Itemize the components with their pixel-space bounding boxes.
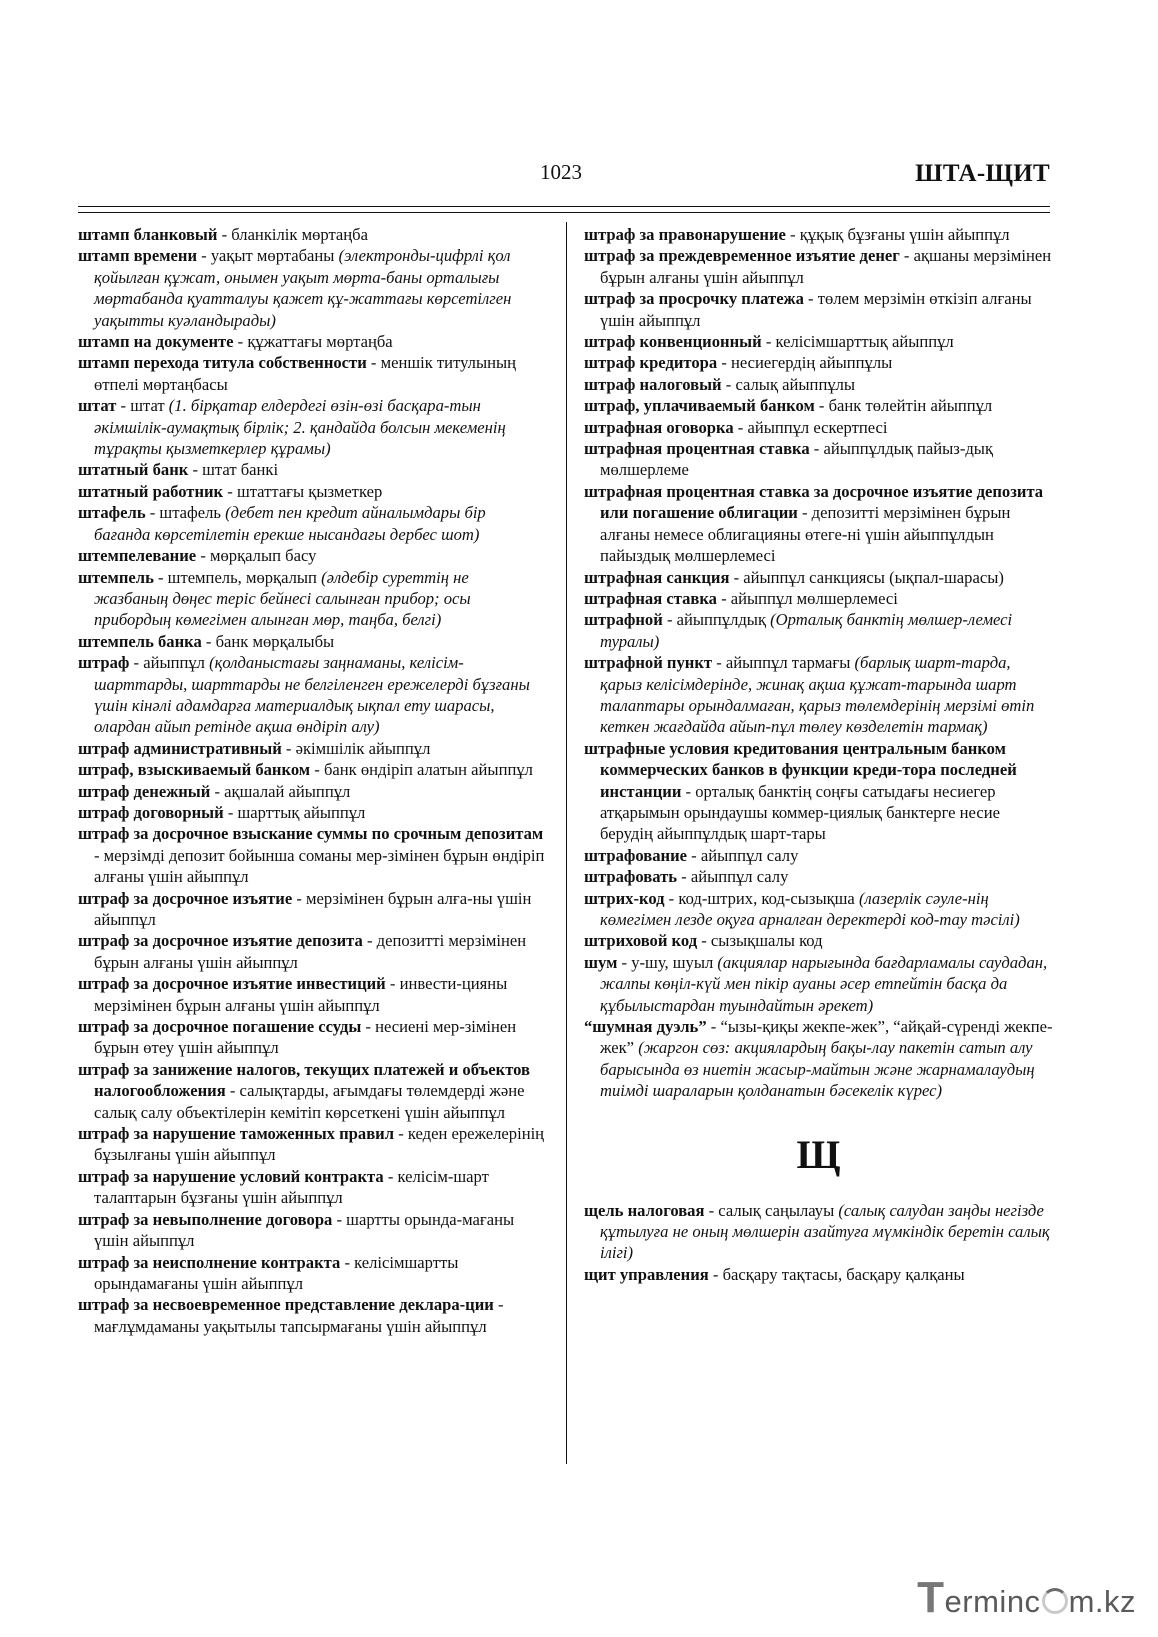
entry-term: штраф за досрочное изъятие депозита — [78, 931, 363, 951]
dictionary-entry — [78, 245, 546, 331]
entry-definition: - салық айыппұлы — [721, 374, 856, 394]
dictionary-entry — [78, 545, 546, 566]
dictionary-entry — [78, 1166, 546, 1209]
dictionary-entry — [584, 1264, 1053, 1285]
dictionary-entry — [78, 331, 546, 352]
dictionary-entry — [584, 588, 1053, 609]
dictionary-entry — [584, 652, 1053, 738]
entry-definition: - штат банкі — [188, 460, 279, 480]
entry-definition: - келісім-шарт талаптарын бұзғаны үшін айыппұл — [94, 1166, 489, 1208]
dictionary-entry — [78, 481, 546, 502]
entry-definition: - штаттағы қызметкер — [223, 481, 383, 501]
entry-term: штат — [78, 396, 117, 416]
entry-explanation: (жаргон сөз: акциялардың бақы-лау пакетін сатып алу барысында өз ниетін жасыр-майтын және жарнамалаудың тиімді шараларын қолданатын бәсекелік күрес) — [600, 1038, 1035, 1101]
entry-term: штрафная санкция — [584, 567, 730, 587]
entry-term: штраф, взыскиваемый банком — [78, 760, 311, 780]
entry-definition: - бланкілік мөртаңба — [217, 225, 368, 244]
dictionary-entry — [78, 823, 546, 887]
entry-definition: - штемпель, мөрқалып — [153, 567, 322, 587]
entry-term: штраф за правонарушение — [584, 225, 786, 244]
entry-definition: - құқық бұзғаны үшін айыппұл — [785, 225, 1010, 244]
dictionary-entry — [78, 1294, 546, 1337]
entry-definition: - у-шу, шуыл — [617, 952, 718, 972]
entry-term: штраф за несвоевременное представление деклара-ции — [78, 1295, 494, 1315]
logo-domain: m.kz — [1068, 1584, 1136, 1619]
entry-definition: - инвести-цияны мерзімінен бұрын алғаны үшін айыппұл — [94, 974, 508, 1015]
dictionary-entry — [584, 331, 1053, 352]
entry-term: штемпелевание — [78, 546, 197, 566]
dictionary-entry — [584, 288, 1053, 331]
entry-term: штатный работник — [78, 481, 224, 501]
entry-definition: - мөрқалып басу — [196, 546, 317, 566]
entry-term: щель налоговая — [584, 1200, 705, 1220]
entry-explanation: (лазерлік сәуле-нің көмегімен лезде оқуға арналған деректерді код-тау тәсілі) — [600, 888, 1020, 929]
header-rule-bottom — [78, 212, 1050, 213]
dictionary-entry — [584, 930, 1053, 951]
entry-definition: - айыппұл санкциясы (ықпал-шарасы) — [729, 567, 1004, 587]
entry-explanation: (электронды-цифрлі қол қойылған құжат, онымен уақыт мөрта-баны орталығы мөртабанда қуатталуы қажет құ-жаттағы көрсетілген уақытты куәландырады) — [94, 246, 512, 330]
dictionary-entry — [78, 1016, 546, 1059]
header-rule-top — [78, 206, 1050, 207]
entry-definition: - басқару тақтасы, басқару қалқаны — [708, 1264, 965, 1284]
dictionary-entry — [78, 459, 546, 480]
right-column-entries-a — [584, 224, 1053, 1102]
entry-definition: - несиегердің айыппұлы — [717, 353, 893, 373]
page-number: 1023 — [540, 160, 582, 184]
entry-term: штраф денежный — [78, 781, 211, 801]
entry-definition: - айыппұлдық — [662, 610, 771, 630]
entry-definition: - айыппұл салу — [687, 845, 799, 865]
dictionary-entry — [584, 738, 1053, 845]
dictionary-entry — [584, 567, 1053, 588]
termincom-logo[interactable] — [917, 1573, 1136, 1623]
entry-term: штриховой код — [584, 931, 698, 951]
dictionary-entry — [584, 845, 1053, 866]
entry-term: штрафная ставка — [584, 588, 717, 608]
left-column — [78, 224, 546, 1337]
entry-definition: - штат — [116, 396, 169, 416]
entry-term: штраф административный — [78, 738, 282, 758]
logo-text: erminc — [944, 1584, 1041, 1619]
entry-term: щит управления — [584, 1264, 709, 1284]
dictionary-entry — [78, 1059, 546, 1123]
dictionary-entry — [78, 1123, 546, 1166]
dictionary-entry — [78, 502, 546, 545]
entry-term: штрафная процентная ставка — [584, 439, 810, 459]
entry-definition: - депозитті мерзімінен бұрын алғаны үшін айыппұл — [94, 931, 527, 972]
entry-definition: - штафель — [145, 503, 226, 523]
dictionary-entry — [584, 374, 1053, 395]
entry-definition: - шартты орында-мағаны үшін айыппұл — [94, 1209, 515, 1251]
entry-explanation: (Орталық банктің мөлшер-лемесі туралы) — [600, 610, 1013, 651]
dictionary-entry — [584, 609, 1053, 652]
dictionary-entry — [584, 481, 1053, 567]
entry-term: штатный банк — [78, 460, 189, 480]
dictionary-entry — [78, 1252, 546, 1295]
entry-term: штамп перехода титула собственности — [78, 353, 367, 373]
entry-definition: - код-штрих, код-сызықша — [664, 888, 859, 908]
entry-term: штраф за досрочное изъятие инвестиций — [78, 974, 386, 994]
entry-term: штраф за неисполнение контракта — [78, 1252, 341, 1272]
dictionary-entry — [78, 224, 546, 245]
entry-definition: - кеден ережелерінің бұзылғаны үшін айыппұл — [94, 1124, 545, 1165]
entry-definition: - орталық банктің соңғы сатыдағы несиегер атқарымын орындаушы коммер-циялық банктерге несие берудің айыппұлдық шарт-тары — [600, 781, 1000, 844]
dictionary-entry — [584, 245, 1053, 288]
entry-definition: - айыппұл салу — [677, 867, 789, 887]
entry-term: штраф конвенционный — [584, 332, 762, 352]
dictionary-entry — [78, 352, 546, 395]
dictionary-entry — [584, 395, 1053, 416]
entry-term: штрафовать — [584, 867, 678, 887]
dictionary-entry — [78, 738, 546, 759]
dictionary-entry — [584, 1016, 1053, 1102]
entry-term: штраф за преждевременное изъятие денег — [584, 246, 900, 266]
entry-definition: - несиені мер-зімінен бұрын өтеу үшін айыппұл — [94, 1017, 517, 1058]
dictionary-entry — [78, 759, 546, 780]
logo-initial: T — [917, 1573, 945, 1622]
entry-definition: - салық саңылауы — [704, 1200, 839, 1220]
entry-definition: - мерзімінен бұрын алға-ны үшін айыппұл — [94, 888, 532, 929]
entry-definition: - сызықшалы код — [697, 931, 823, 951]
entry-term: штраф за нарушение таможенных правил — [78, 1124, 395, 1144]
right-column-entries-b — [584, 1200, 1053, 1286]
entry-term: штраф за невыполнение договора — [78, 1209, 333, 1229]
entry-term: штраф — [78, 653, 130, 673]
entry-term: штраф за просрочку платежа — [584, 289, 804, 309]
entry-definition: - келісімшарттық айыппұл — [761, 332, 954, 352]
entry-definition: - төлем мерзімін өткізіп алғаны үшін айыппұл — [600, 289, 1032, 330]
entry-explanation: (акциялар нарығында бағдарламалы саудадан, жалпы көңіл-күй мен пікір ауаны әсер етпейтін басқа да құбылыстардан туындайтын әрекет) — [600, 952, 1048, 1015]
dictionary-entry — [584, 1200, 1053, 1264]
logo-swirl-icon — [1042, 1588, 1068, 1614]
entry-explanation: (дебет пен кредит айналымдары бір бағанда көрсетілетін ерекше нысандағы дербес шот) — [94, 503, 486, 544]
entry-explanation: (салық салудан заңды негізде құтылуға не оның мөлшерін азайтуға мүмкіндік беретін салық ілігі) — [600, 1200, 1050, 1263]
entry-explanation: (барлық шарт-тарда, қарыз келісімдерінде, жинақ ақша құжат-тарында шарт талаптары орындалмаған, қарыз төлемдерінің мерзімі өтіп кеткен жағдайда айып-пұл төлеу көзделетін тармақ) — [600, 653, 1035, 737]
entry-definition: - айыппұлдық пайыз-дық мөлшерлеме — [600, 439, 994, 480]
entry-definition: - шарттық айыппұл — [223, 802, 366, 822]
dictionary-entry — [584, 888, 1053, 931]
entry-definition: - уақыт мөртабаны — [197, 246, 339, 266]
entry-term: штемпель — [78, 567, 154, 587]
dictionary-entry — [78, 930, 546, 973]
dictionary-entry — [78, 1209, 546, 1252]
entry-term: “шумная дуэль” — [584, 1017, 707, 1037]
entry-definition: - айыппұл тармағы — [712, 653, 855, 673]
dictionary-entry — [78, 395, 546, 459]
entry-definition: - “ызы-қиқы жекпе-жек”, “айқай-сүренді жекпе-жек” — [600, 1017, 1053, 1058]
dictionary-entry — [584, 352, 1053, 373]
entry-term: штафель — [78, 503, 146, 523]
dictionary-entry — [584, 866, 1053, 887]
entry-definition: - банк төлейтін айыппұл — [814, 396, 993, 416]
running-head: ШТА-ЩИТ — [915, 160, 1050, 187]
dictionary-entry — [584, 438, 1053, 481]
entry-term: штрафная процентная ставка за досрочное изъятие депозита или погашение облигации — [584, 481, 1044, 523]
entry-definition: - банк мөрқалыбы — [201, 631, 335, 651]
entry-term: штраф, уплачиваемый банком — [584, 396, 815, 416]
entry-definition: - салықтарды, ағымдағы төлемдерді және салық салу объектілерін кемітіп көрсеткені үшін айыппұл — [94, 1081, 525, 1122]
entry-definition: - мағлұмдаманы уақытылы тапсырмағаны үшін айыппұл — [94, 1295, 504, 1336]
entry-term: штраф кредитора — [584, 353, 718, 373]
entry-definition: - айыппұл ескертпесі — [733, 417, 888, 437]
entry-term: штрафные условия кредитования центральным банком коммерческих банков в функции креди-тора последней инстанции — [584, 738, 1017, 801]
entry-explanation: (1. бірқатар елдердегі өзін-өзі басқара-тын әкімшілік-аумақтық бірлік; 2. қандайда болсын мекеменің тұрақты қызметкерлер құрамы) — [94, 396, 506, 459]
dictionary-entry — [78, 567, 546, 631]
entry-explanation: (қолданыстағы заңнаманы, келісім-шарттарды, шарттарды не белгіленген ережелерді бұзғаны үшін кінәлі адамдарға материалдық ықпал ету шарасы, олардан айып ретінде ақша өндіріп алу) — [94, 653, 530, 737]
entry-definition: - меншік титулының өтпелі мөртаңбасы — [94, 353, 517, 394]
dictionary-entry — [78, 652, 546, 738]
entry-definition: - депозитті мерзімінен бұрын алғаны немесе облигацияны өтеге-ні үшін айыппұлдын пайыздық мөлшерлемесі — [600, 503, 1011, 566]
section-letter-heading: Щ — [796, 1131, 841, 1177]
dictionary-entry — [584, 224, 1053, 245]
entry-term: штрих-код — [584, 888, 665, 908]
entry-term: штрафной пункт — [584, 653, 713, 673]
entry-definition: - ақшалай айыппұл — [210, 781, 351, 801]
right-column — [584, 224, 1053, 1285]
dictionary-entry — [584, 952, 1053, 1016]
entry-term: штрафование — [584, 845, 687, 865]
entry-term: штамп на документе — [78, 332, 234, 352]
entry-definition: - әкімшілік айыппұл — [281, 738, 431, 758]
entry-term: штрафная оговорка — [584, 417, 734, 437]
entry-definition: - ақшаны мерзімінен бұрын алғаны үшін айыппұл — [600, 246, 1052, 287]
entry-term: штраф за досрочное взыскание суммы по срочным депозитам — [78, 824, 544, 844]
entry-term: штраф за досрочное изъятие — [78, 888, 293, 908]
entry-term: штрафной — [584, 610, 663, 630]
dictionary-entry — [584, 417, 1053, 438]
entry-term: штраф за нарушение условий контракта — [78, 1166, 384, 1186]
dictionary-entry — [78, 973, 546, 1016]
dictionary-entry — [78, 888, 546, 931]
column-divider — [566, 222, 567, 1464]
entry-definition: - айыппұл мөлшерлемесі — [716, 588, 898, 608]
entry-definition: - құжаттағы мөртаңба — [233, 332, 393, 352]
entry-definition: - айыппұл — [129, 653, 210, 673]
entry-term: штраф договорный — [78, 802, 224, 822]
entry-term: штраф налоговый — [584, 374, 722, 394]
entry-explanation: (әлдебір суреттің не жазбаның дөңес теріс бейнесі салынған прибор; осы прибордың көмегімен алынған мөр, таңба, белгі) — [94, 567, 471, 630]
entry-term: штемпель банка — [78, 631, 202, 651]
entry-term: штамп бланковый — [78, 225, 218, 244]
entry-term: штамп времени — [78, 246, 198, 266]
entry-term: штраф за досрочное погашение ссуды — [78, 1017, 362, 1037]
dictionary-entry — [78, 781, 546, 802]
entry-term: шум — [584, 952, 618, 972]
entry-definition: - банк өндіріп алатын айыппұл — [310, 760, 533, 780]
dictionary-entry — [78, 802, 546, 823]
entry-definition: - келісімшартты орындамағаны үшін айыппұл — [94, 1252, 459, 1293]
entry-definition: - мерзімді депозит бойынша соманы мер-зімінен бұрын өндіріп алғаны үшін айыппұл — [94, 845, 545, 887]
entry-term: штраф за занижение налогов, текущих платежей и объектов налогообложения — [78, 1059, 530, 1101]
dictionary-entry — [78, 631, 546, 652]
